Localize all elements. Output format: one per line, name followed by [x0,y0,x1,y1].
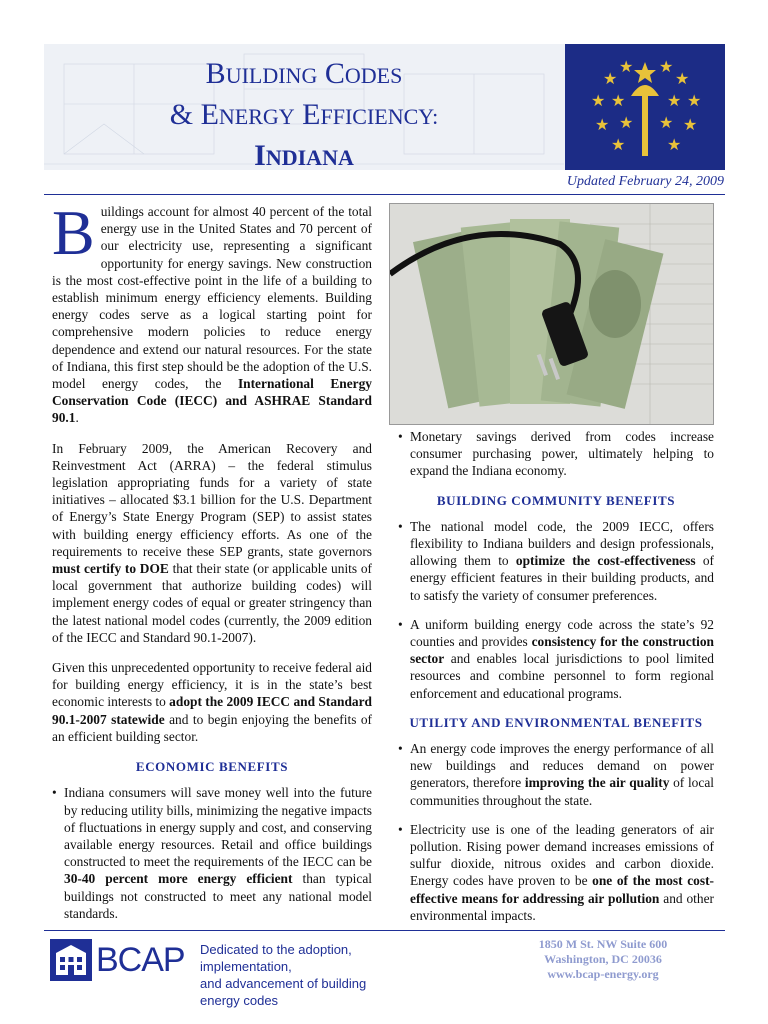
monetary-savings-bullet: • Monetary savings derived from codes increase consumer purchasing power, ultimately helping to expand the Indiana economy. [398,429,714,479]
economic-benefits-heading: ECONOMIC BENEFITS [135,759,289,775]
community-benefits-heading: BUILDING COMMUNITY BENEFITS [436,492,676,508]
utility-benefits-heading: UTILITY AND ENVIRONMENTAL BENEFITS [409,714,703,730]
left-column [52,197,372,934]
uniform-code-bullet: • A uniform building energy code across the state’s 92 counties and provides consistency for the construction sector and enables local jurisdictions to pool limited resources and combine personnel to form regional enforcement and educational programs. [398,616,714,701]
svg-text:★: ★ [675,69,690,88]
intro-paragraph: Buildings account for almost 40 percent of the total energy use in the United States and 70 percent of our electricity use, representing a significant opportunity for energy savings. New construction is the most cost-effective point in the life of a building to establish minimum energy efficiency elements. Building energy codes serve as a logical starting point for comprehensive modern policies to reduce energy dependence and extend our natural resources. For the state of Indiana, this first step should be the adoption of the U.S. model energy codes, the International Energy Conservation Code (IECC) and ASHRAE Standard 90.1. [52,197,372,426]
bcap-logo [44,937,394,1008]
svg-text:★: ★ [659,57,674,76]
arra-paragraph: In February 2009, the American Recovery and Reinvestment Act (ARRA) – the federal stimulus legislation appropriating funds for a variety of state initiatives – allocated $3.1 billion for the U.S. Department of Energy’s State Energy Program (SEP) to assist states with building energy efficiency efforts. As one of the requirements to receive these SEP grants, state governors must certify to DOE that their state (or applicable units of local government that authorize building codes) will implement energy codes of equal or greater stringency than the latest national model codes (currently, the 2009 edition of the IECC and Standard 90.1-2007). [52,440,372,645]
bcap-building-icon [48,937,94,983]
svg-text:★: ★ [611,135,626,154]
svg-text:★: ★ [611,91,626,110]
air-pollution-bullet: • Electricity use is one of the leading generators of air pollution. Rising power demand increases emissions of sulfur dioxide, nitrous oxides and carbon dioxide. Energy codes have proven to be one of the most cost-effective means for addressing air pollution and other environmental impacts. [398,821,715,923]
title-line-2: & ENERGY EFFICIENCY: [169,98,439,131]
economic-bullet: • Indiana consumers will save money well into the future by reducing utility bills, minimizing the negative impacts of fluctuations in energy supply and cost, and conserving available energy resources. Retail and office buildings constructed to meet the requirements of the IECC can be 30-40 percent more energy efficient than typical buildings not constructed to meet any national model standards. [52,785,372,921]
footer-address: 1850 M St. NW Suite 600 Washington, DC 20036 www.bcap-energy.org [498,937,708,982]
svg-text:★: ★ [603,69,618,88]
svg-text:★: ★ [591,91,606,110]
top-rule [44,194,725,195]
bcap-wordmark: BCAP [96,941,185,979]
right-column [398,428,714,936]
flexibility-bullet: • The national model code, the 2009 IECC, offers flexibility to Indiana builders and design professionals, allowing them to optimize the cost-effectiveness of energy efficient features in their building products, and to satisfy the variety of consumer preferences. [398,518,714,603]
title-line-3: INDIANA [254,139,354,170]
svg-text:★: ★ [659,113,674,132]
svg-text:★: ★ [595,115,610,134]
svg-text:★: ★ [683,115,698,134]
energy-performance-bullet: • An energy code improves the energy performance of all new buildings and reduces demand on power generators, therefore improving the air quality of local communities throughout the state. [398,741,714,808]
bcap-tagline: Dedicated to the adoption, implementation, and advancement of building energy codes [200,942,367,1008]
indiana-flag-icon [565,44,725,170]
svg-text:★: ★ [619,57,634,76]
bottom-rule [44,930,725,931]
title-line-1: BUILDING CODES [205,57,403,90]
svg-text:★: ★ [619,113,634,132]
drop-cap: B [52,197,95,268]
opportunity-paragraph: Given this unprecedented opportunity to receive federal aid for building energy efficiency, it is in the state’s best economic interests to adopt the 2009 IECC and Standard 90.1-2007 statewide and to begin enjoying the benefits of an efficient building sector. [52,660,372,744]
website-link[interactable]: www.bcap-energy.org [547,967,659,981]
svg-text:★: ★ [687,91,702,110]
money-plug-photo [389,203,714,425]
updated-date: Updated February 24, 2009 [566,174,724,189]
svg-text:★: ★ [667,91,682,110]
svg-text:★: ★ [667,135,682,154]
